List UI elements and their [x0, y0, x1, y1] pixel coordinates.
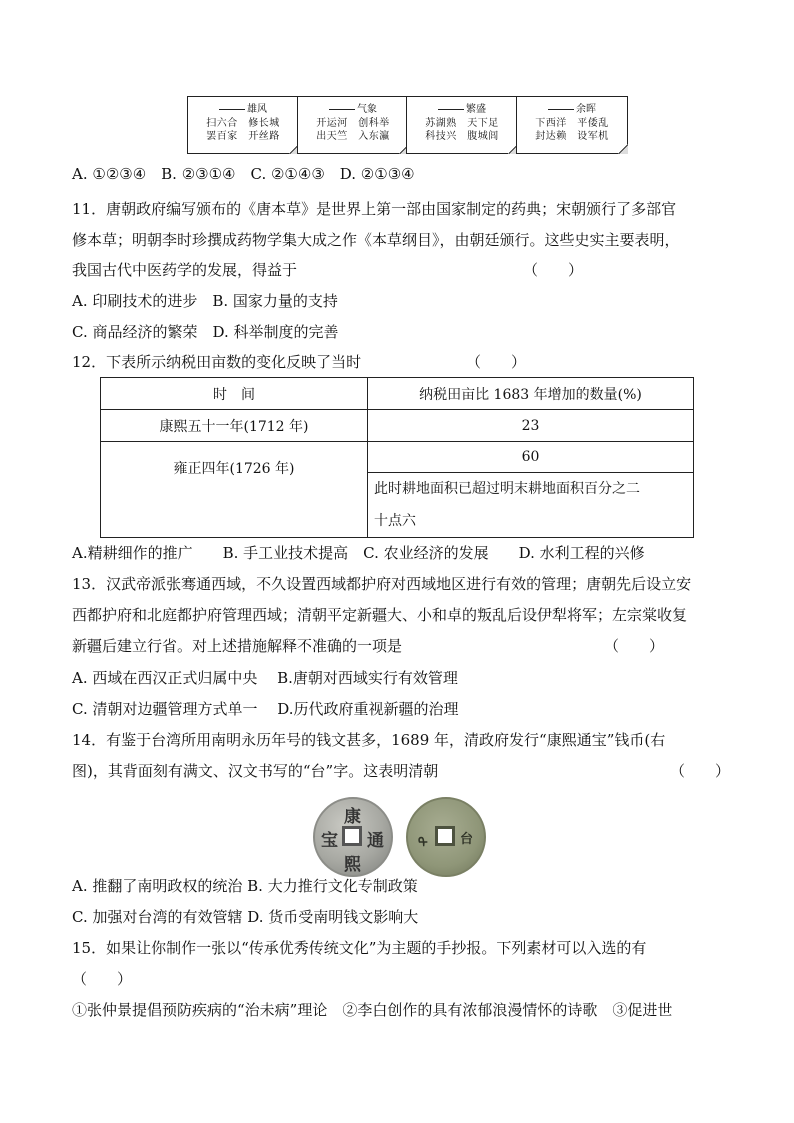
coin-mark: ᠲ [418, 836, 428, 851]
table-cell: 雍正四年(1726 年) [101, 442, 368, 538]
table-row [101, 378, 694, 410]
card-title: 雄风 [247, 104, 267, 115]
table-note-line: 此时耕地面积已超过明末耕地面积百分之二 [374, 481, 640, 497]
coin-back-image [406, 797, 486, 877]
q12-stem: 12．下表所示纳税田亩数的变化反映了当时 [72, 353, 362, 371]
card-line: 科技兴 腹城闾 [425, 131, 499, 142]
q12-answer-blank: （ ） [466, 353, 527, 371]
card-title: 繁盛 [466, 104, 486, 115]
table-note-cell [368, 473, 694, 538]
q14-stem-line1: 14．有鉴于台湾所用南明永历年号的钱文甚多，1689 年，清政府发行“康熙通宝”钱币(右 [72, 731, 666, 749]
q11-stem-line3: 我国古代中医药学的发展，得益于 [72, 261, 298, 279]
card-line: 封达赖 设军机 [535, 131, 609, 142]
coin-char: 熙 [344, 855, 361, 875]
card-line: 出天竺 入东瀛 [316, 131, 390, 142]
q13-options-ab: A. 西域在西汉正式归属中央 B.唐朝对西域实行有效管理 [72, 669, 458, 687]
q13-stem-line3: 新疆后建立行省。对上述措施解释不准确的一项是 [72, 637, 403, 655]
card-line: 苏湖熟 天下足 [425, 118, 499, 129]
coin-front-image [313, 797, 393, 877]
table-header-time: 时 间 [101, 378, 368, 410]
card-line: 开运河 创科举 [316, 118, 390, 129]
q14-answer-blank: （ ） [670, 762, 731, 780]
q10-options: A. ①②③④ B. ②③①④ C. ②①④③ D. ②①③④ [72, 165, 415, 183]
q11-options-ab: A. 印刷技术的进步 B. 国家力量的支持 [72, 292, 338, 310]
card-line: 下西洋 平倭乱 [535, 118, 609, 129]
table-header-value: 纳税田亩比 1683 年增加的数量(%) [368, 378, 694, 410]
q12-table [100, 377, 694, 538]
q14-options-ab: A. 推翻了南明政权的统治 B. 大力推行文化专制政策 [72, 877, 418, 895]
card-title: 气象 [357, 104, 377, 115]
q11-answer-blank: （ ） [523, 261, 584, 279]
q13-stem-line2: 西都护府和北庭都护府管理西域；清朝平定新疆大、小和卓的叛乱后设伊犁将军；左宗棠收复 [72, 606, 688, 624]
q15-answer-blank: （ ） [72, 970, 133, 988]
q11-stem-line2: 修本草；明朝李时珍撰成药物学集大成之作《本草纲目》，由朝廷颁行。这些史实主要表明， [72, 231, 680, 249]
q13-options-cd: C. 清朝对边疆管理方式单一 D.历代政府重视新疆的治理 [72, 700, 459, 718]
q11-stem-line1: 11．唐朝政府编写颁布的《唐本草》是世界上第一部由国家制定的药典；宋朝颁行了多部官 [72, 200, 677, 218]
coin-char: 宝 [321, 831, 338, 851]
table-row [101, 410, 694, 442]
q12-options: A.精耕细作的推广 B. 手工业技术提高 C. 农业经济的发展 D. 水利工程的兴修 [72, 544, 645, 562]
card-line: 罢百家 开丝路 [206, 131, 280, 142]
table-note-line: 十点六 [374, 513, 416, 529]
card-line: 扫六合 修长城 [206, 118, 280, 129]
card-1 [187, 96, 299, 154]
coin-mark: 台 [460, 832, 474, 847]
coin-char: 康 [344, 807, 361, 827]
card-4 [516, 96, 628, 154]
table-cell: 23 [368, 410, 694, 442]
q11-options-cd: C. 商品经济的繁荣 D. 科举制度的完善 [72, 323, 339, 341]
card-title: 余晖 [576, 104, 596, 115]
q15-stem-line1: 15．如果让你制作一张以“传承优秀传统文化”为主题的手抄报。下列素材可以入选的有 [72, 939, 647, 957]
card-3 [406, 96, 518, 154]
q15-stem-line3: ①张仲景提倡预防疾病的“治未病”理论 ②李白创作的具有浓郁浪漫情怀的诗歌 ③促进世 [72, 1001, 673, 1019]
q13-answer-blank: （ ） [604, 637, 665, 655]
q14-options-cd: C. 加强对台湾的有效管辖 D. 货币受南明钱文影响大 [72, 908, 419, 926]
coin-char: 通 [367, 831, 384, 851]
q13-stem-line1: 13．汉武帝派张骞通西域，不久设置西域都护府对西域地区进行有效的管理；唐朝先后设立安 [72, 575, 692, 593]
table-row [101, 442, 694, 473]
card-2 [297, 96, 409, 154]
table-cell: 60 [368, 442, 694, 473]
dynasty-cards [0, 96, 794, 158]
q14-stem-line2: 图)，其背面刻有满文、汉文书写的“台”字。这表明清朝 [72, 762, 439, 780]
table-cell: 康熙五十一年(1712 年) [101, 410, 368, 442]
